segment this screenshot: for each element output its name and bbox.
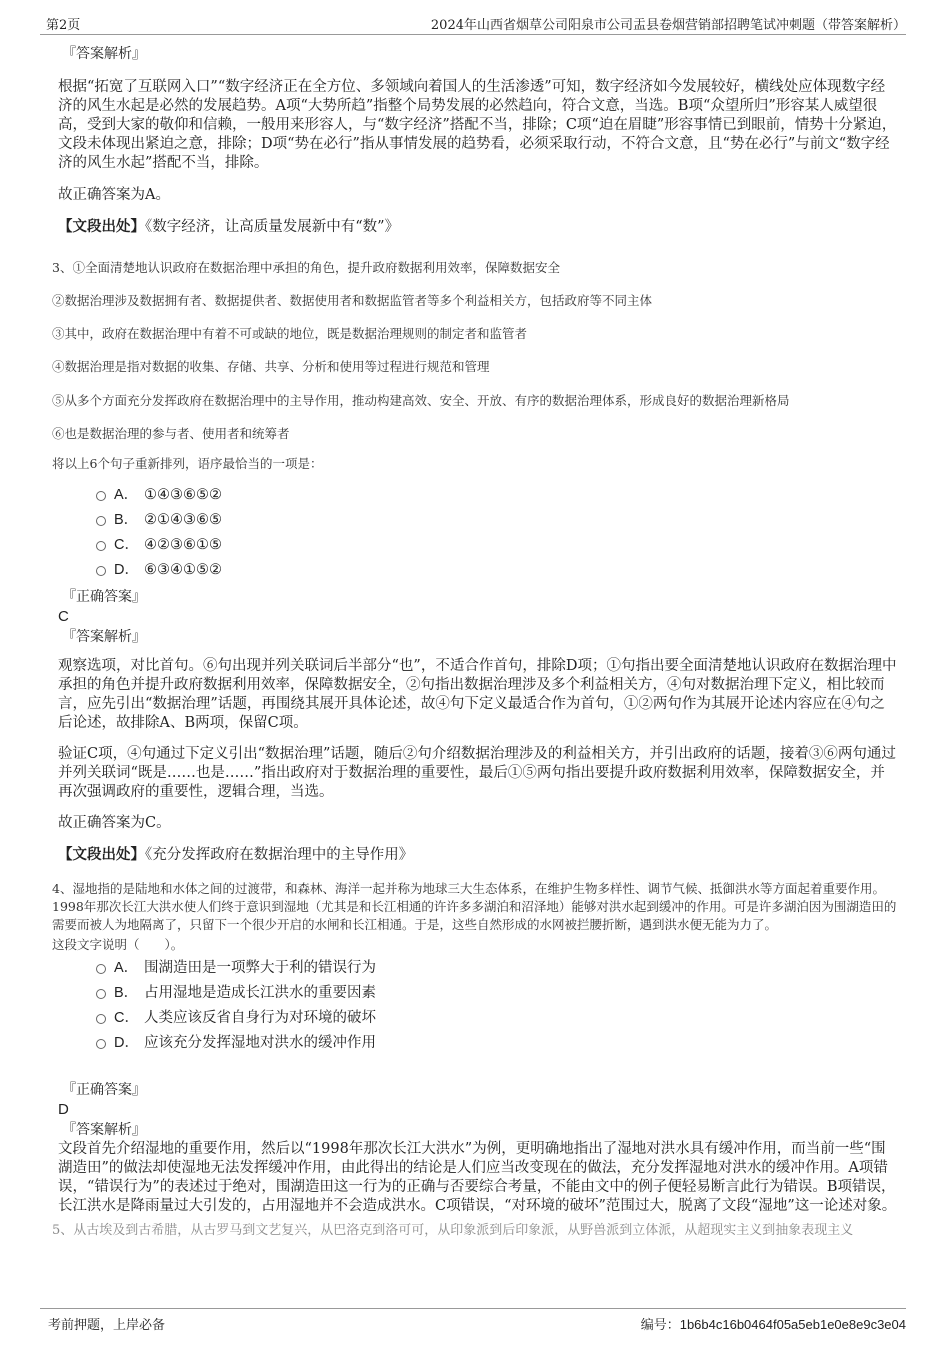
q3-line-1: 3、①全面清楚地认识政府在数据治理中承担的角色，提升政府数据利用效率，保障数据安全: [52, 260, 560, 275]
page-number: 第2页: [46, 18, 81, 33]
q3-answer: C: [58, 608, 69, 625]
q2-conclusion: 故正确答案为A。: [58, 187, 170, 203]
q2-source-label: 【文段出处】: [58, 218, 145, 235]
q3-source-text: 《充分发挥政府在数据治理中的主导作用》: [145, 847, 414, 863]
q3-answer-tag: 『正确答案』: [62, 589, 146, 605]
q3-line-3: ③其中，政府在数据治理中有着不可或缺的地位，既是数据治理规则的制定者和监管者: [52, 326, 528, 341]
q2-analysis-tag: 『答案解析』: [62, 46, 146, 62]
radio-icon[interactable]: [96, 566, 106, 576]
radio-icon[interactable]: [96, 1014, 106, 1024]
page-footer: [40, 1308, 906, 1333]
q3-line-2: ②数据治理涉及数据拥有者、数据提供者、数据使用者和数据监管者等多个利益相关方，包括政府等不同主体: [52, 293, 653, 308]
q4-answer-tag: 『正确答案』: [62, 1081, 146, 1098]
q5-cut-line: 5、从古埃及到古希腊，从古罗马到文艺复兴，从巴洛克到洛可可，从印象派到后印象派，从野兽派到立体派，从超现实主义到抽象表现主义: [52, 1222, 854, 1238]
footer-code: [641, 1314, 906, 1333]
radio-icon[interactable]: [96, 491, 106, 501]
q4-prompt: 这段文字说明（ ）。: [52, 936, 184, 952]
q4-option-b[interactable]: B． 占用湿地是造成长江洪水的重要因素: [52, 981, 898, 1006]
q4-analysis-tag: 『答案解析』: [62, 1121, 146, 1138]
radio-icon[interactable]: [96, 989, 106, 999]
q3-analysis-tag: 『答案解析』: [62, 629, 146, 645]
page-header: [40, 12, 906, 35]
q4-option-d[interactable]: D． 应该充分发挥湿地对洪水的缓冲作用: [52, 1031, 898, 1056]
q3-line-6: ⑥也是数据治理的参与者、使用者和统筹者: [52, 426, 290, 441]
q2-source: [58, 217, 898, 237]
q3-conclusion: 故正确答案为C。: [58, 815, 171, 831]
q3-source-label: 【文段出处】: [58, 846, 145, 863]
document-title: 2024年山西省烟草公司阳泉市公司盂县卷烟营销部招聘笔试冲刺题（带答案解析）: [430, 18, 906, 33]
q3-prompt: 将以上6个句子重新排列，语序最恰当的一项是：: [52, 456, 323, 471]
q3-analysis-1: 观察选项，对比首句。⑥句出现并列关联词后半部分“也”，不适合作首句，排除D项；①句指出要全面清楚地认识政府在数据治理中承担的角色并提升政府数据利用效率，保障数据安全，②句指出数据治理涉及多个利益相关方，④句对数据治理下定义，相比较而言，应先引出“数据治理”话题，再围绕其展开具体论述，故④句下定义最适合作为首句，①②两句作为其展开论述内容应在④句之后论述，故排除A、B两项，保留C项。: [58, 658, 897, 731]
footer-slogan: 考前押题，上岸必备: [48, 1318, 166, 1333]
q4-option-a[interactable]: A． 围湖造田是一项弊大于利的错误行为: [52, 956, 898, 981]
q3-options: [52, 483, 898, 583]
q4-option-c[interactable]: C． 人类应该反省自身行为对环境的破坏: [52, 1006, 898, 1031]
radio-icon[interactable]: [96, 1039, 106, 1049]
q4-stem: 4、湿地指的是陆地和水体之间的过渡带，和森林、海洋一起并称为地球三大生态体系，在维护生物多样性、调节气候、抵御洪水等方面起着重要作用。1998年那次长江大洪水使人们终于意识到湿地（尤其是和长江相通的许许多多湖泊和沼泽地）能够对洪水起到缓冲的作用。可是许多湖泊因为围湖造田的需要而被人为地隔离了，只留下一个很少开启的水闸和长江相通。于是，这些自然形成的水网被拦腰折断，遇到洪水便无能为力了。: [52, 880, 897, 932]
q3-option-a[interactable]: A． ①④③⑥⑤②: [52, 483, 898, 508]
footer-code-label: 编号：: [640, 1318, 680, 1333]
q4-options: [52, 956, 898, 1056]
q3-line-5: ⑤从多个方面充分发挥政府在数据治理中的主导作用，推动构建高效、安全、开放、有序的数据治理体系，形成良好的数据治理新格局: [52, 393, 790, 408]
q3-stem: [52, 259, 898, 483]
q3-source: [58, 845, 898, 865]
radio-icon[interactable]: [96, 516, 106, 526]
q2-source-text: 《数字经济，让高质量发展新中有“数”》: [145, 219, 400, 235]
q3-option-b[interactable]: B． ②①④③⑥⑤: [52, 508, 898, 533]
q4-analysis: 文段首先介绍湿地的重要作用，然后以“1998年那次长江大洪水”为例，更明确地指出了湿地对洪水具有缓冲作用，而当前一些“围湖造田”的做法却使湿地无法发挥缓冲作用，由此得出的结论是人们应当改变现在的做法，充分发挥湿地对洪水的缓冲作用。A项错误，“错误行为”的表述过于绝对，围湖造田这一行为的正确与否要综合考量，不能由文中的例子便轻易断言此行为错误。B项错误，长江洪水是降雨量过大引发的，占用湿地并不会造成洪水。C项错误，“对环境的破坏”范围过大，脱离了文段“湿地”这一论述对象。: [58, 1140, 897, 1214]
q3-option-c[interactable]: C． ④②③⑥①⑤: [52, 533, 898, 558]
footer-code-value: 1b6b4c16b0464f05a5eb1e0e8e9c3e04: [679, 1317, 906, 1332]
q4-answer: D: [58, 1100, 69, 1118]
q3-analysis-2: 验证C项，④句通过下定义引出“数据治理”话题，随后②句介绍数据治理涉及的利益相关方，并引出政府的话题，接着③⑥两句通过并列关联词“既是……也是……”指出政府对于数据治理的重要性，最后①⑤两句指出要提升政府数据利用效率，保障数据安全，并再次强调政府的重要性，逻辑合理，当选。: [58, 746, 896, 800]
q3-line-4: ④数据治理是指对数据的收集、存储、共享、分析和使用等过程进行规范和管理: [52, 359, 490, 374]
radio-icon[interactable]: [96, 964, 106, 974]
q3-option-d[interactable]: D． ⑥③④①⑤②: [52, 558, 898, 583]
radio-icon[interactable]: [96, 541, 106, 551]
q2-analysis: 根据“拓宽了互联网入口”“数字经济正在全方位、多领域向着国人的生活渗透”可知，数字经济如今发展较好，横线处应体现数字经济的风生水起是必然的发展趋势。A项“大势所趋”指整个局势发展的必然趋向，符合文意，当选。B项“众望所归”形容某人威望很高，受到大家的敬仰和信赖，一般用来形容人，与“数字经济”搭配不当，排除；C项“迫在眉睫”形容事情已到眼前，情势十分紧迫，文段未体现出紧迫之意，排除；D项“势在必行”指从事情发展的趋势看，必须采取行动，不符合文意，且“势在必行”与前文“数字经济的风生水起”搭配不当，排除。: [58, 79, 897, 171]
document-body: [52, 44, 898, 1238]
